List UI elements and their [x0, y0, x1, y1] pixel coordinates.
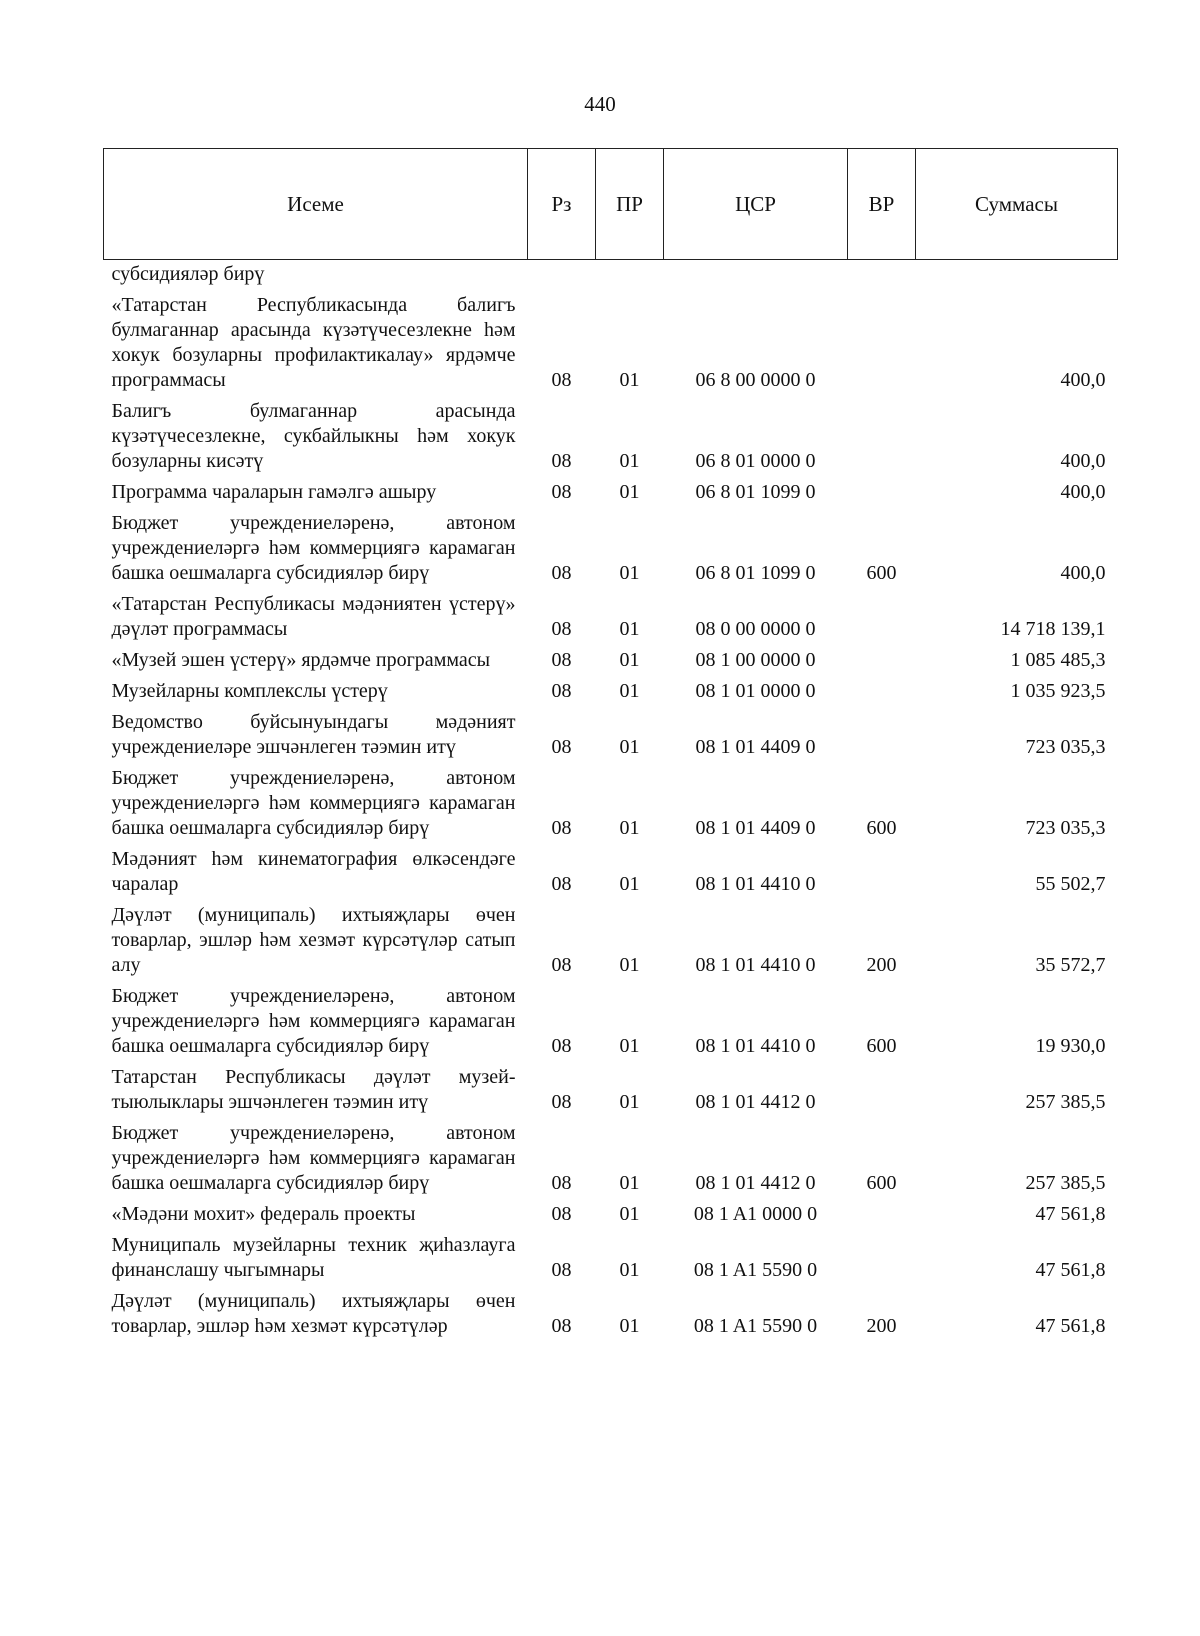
budget-table — [103, 148, 1118, 1345]
table-row — [104, 293, 1118, 399]
row-vr: 600 — [866, 1035, 897, 1057]
row-sum: 400,0 — [1060, 562, 1106, 584]
table-row — [104, 399, 1118, 480]
header-csr: ЦСР — [664, 149, 848, 260]
row-name — [104, 648, 528, 679]
row-name — [104, 480, 528, 511]
row-pr: 01 — [619, 481, 640, 503]
row-pr: 01 — [619, 618, 640, 640]
row-sum: 400,0 — [1060, 369, 1106, 391]
row-name — [104, 903, 528, 984]
table-row — [104, 592, 1118, 648]
row-vr: 200 — [866, 954, 897, 976]
row-csr: 08 1 01 4410 0 — [695, 873, 816, 895]
row-name-text: Ведомство буйсынуындагы мәдәният учреждениеләре эшчәнлеген тәэмин итү — [111, 711, 516, 758]
header-pr: ПР — [596, 149, 664, 260]
row-rz: 08 — [551, 450, 572, 472]
row-name — [104, 710, 528, 766]
row-sum: 14 718 139,1 — [1000, 618, 1106, 640]
table-row — [104, 766, 1118, 847]
table-row — [104, 1065, 1118, 1121]
header-vr: ВР — [848, 149, 916, 260]
row-csr: 08 1 01 4409 0 — [695, 817, 816, 839]
row-name — [104, 847, 528, 903]
table-row — [104, 1121, 1118, 1202]
row-vr — [848, 260, 916, 294]
row-sum: 19 930,0 — [1035, 1035, 1106, 1057]
row-name-text: Балигъ булмаганнар арасында күзәтүчесезлекне, сукбайлыкны һәм хокук бозуларны кисәтү — [111, 400, 516, 472]
row-rz: 08 — [551, 954, 572, 976]
row-name — [104, 592, 528, 648]
row-rz: 08 — [551, 817, 572, 839]
row-pr: 01 — [619, 450, 640, 472]
row-rz — [528, 260, 596, 294]
row-name — [104, 260, 528, 294]
row-rz: 08 — [551, 562, 572, 584]
row-sum: 47 561,8 — [1035, 1259, 1106, 1281]
row-sum: 400,0 — [1060, 481, 1106, 503]
row-name-text: Дәүләт (муниципаль) ихтыяҗлары өчен товарлар, эшләр һәм хезмәт күрсәтүләр — [111, 1290, 516, 1337]
row-name-text: Музейларны комплекслы үстерү — [111, 680, 388, 702]
row-name — [104, 766, 528, 847]
table-row — [104, 1202, 1118, 1233]
row-pr: 01 — [619, 1091, 640, 1113]
row-vr — [848, 648, 916, 679]
row-sum: 1 085 485,3 — [1010, 649, 1106, 671]
header-name: Исеме — [104, 149, 528, 260]
row-vr — [848, 399, 916, 480]
row-name — [104, 1065, 528, 1121]
row-name-text: «Музей эшен үстерү» ярдәмче программасы — [111, 649, 491, 671]
row-sum: 55 502,7 — [1035, 873, 1106, 895]
row-csr: 08 1 A1 5590 0 — [693, 1259, 818, 1281]
row-rz: 08 — [551, 1315, 572, 1337]
row-pr: 01 — [619, 562, 640, 584]
row-rz: 08 — [551, 369, 572, 391]
table-row — [104, 679, 1118, 710]
table-body — [104, 260, 1118, 1346]
table-header — [104, 149, 1118, 260]
row-rz: 08 — [551, 1203, 572, 1225]
row-csr: 08 1 01 4409 0 — [695, 736, 816, 758]
row-sum: 1 035 923,5 — [1010, 680, 1106, 702]
row-vr: 600 — [866, 817, 897, 839]
header-rz: Рз — [528, 149, 596, 260]
row-sum: 47 561,8 — [1035, 1315, 1106, 1337]
row-vr: 200 — [866, 1315, 897, 1337]
row-pr: 01 — [619, 1203, 640, 1225]
row-pr: 01 — [619, 873, 640, 895]
row-csr: 08 1 01 4410 0 — [695, 1035, 816, 1057]
row-name-text: Мәдәният һәм кинематография өлкәсендәге чаралар — [111, 848, 516, 895]
row-rz: 08 — [551, 1035, 572, 1057]
row-sum: 257 385,5 — [1025, 1172, 1106, 1194]
row-csr: 08 1 01 4412 0 — [695, 1091, 816, 1113]
row-rz: 08 — [551, 481, 572, 503]
row-csr — [664, 260, 848, 294]
row-rz: 08 — [551, 873, 572, 895]
row-name — [104, 679, 528, 710]
row-pr — [596, 260, 664, 294]
row-pr: 01 — [619, 954, 640, 976]
row-csr: 06 8 00 0000 0 — [695, 369, 816, 391]
row-name — [104, 511, 528, 592]
row-pr: 01 — [619, 680, 640, 702]
row-csr: 08 1 01 4412 0 — [695, 1172, 816, 1194]
row-pr: 01 — [619, 736, 640, 758]
row-name-text: «Татарстан Республикасында балигъ булмаганнар арасында күзәтүчесезлекне һәм хокук бозуларны профилактикалау» ярдәмче программасы — [111, 294, 516, 391]
row-sum: 257 385,5 — [1025, 1091, 1106, 1113]
header-sum: Суммасы — [916, 149, 1118, 260]
row-sum: 723 035,3 — [1025, 736, 1106, 758]
row-pr: 01 — [619, 1259, 640, 1281]
row-sum: 723 035,3 — [1025, 817, 1106, 839]
row-rz: 08 — [551, 1091, 572, 1113]
row-vr: 600 — [866, 562, 897, 584]
row-csr: 08 1 01 0000 0 — [695, 680, 816, 702]
row-rz: 08 — [551, 618, 572, 640]
row-name-text: Бюджет учреждениеләренә, автоном учреждениеләргә һәм коммерциягә карамаган башка оешмаларга субсидияләр бирү — [111, 512, 516, 584]
row-name — [104, 1121, 528, 1202]
row-sum: 400,0 — [1060, 450, 1106, 472]
row-csr: 06 8 01 1099 0 — [695, 481, 816, 503]
table-row — [104, 260, 1118, 294]
row-rz: 08 — [551, 736, 572, 758]
row-pr: 01 — [619, 1035, 640, 1057]
row-csr: 06 8 01 1099 0 — [695, 562, 816, 584]
row-name-text: субсидияләр бирү — [111, 263, 265, 285]
row-sum — [916, 260, 1118, 294]
row-csr: 08 1 01 4410 0 — [695, 954, 816, 976]
row-csr: 08 0 00 0000 0 — [695, 618, 816, 640]
row-name — [104, 1202, 528, 1233]
row-vr — [848, 1233, 916, 1289]
row-name — [104, 984, 528, 1065]
table-row — [104, 710, 1118, 766]
row-sum: 47 561,8 — [1035, 1203, 1106, 1225]
table-row — [104, 511, 1118, 592]
row-vr — [848, 592, 916, 648]
table-row — [104, 648, 1118, 679]
row-pr: 01 — [619, 817, 640, 839]
table-row — [104, 847, 1118, 903]
row-rz: 08 — [551, 680, 572, 702]
row-name-text: Дәүләт (муниципаль) ихтыяҗлары өчен товарлар, эшләр һәм хезмәт күрсәтүләр сатып алу — [111, 904, 516, 976]
row-name — [104, 1289, 528, 1345]
row-pr: 01 — [619, 649, 640, 671]
row-rz: 08 — [551, 1259, 572, 1281]
row-vr — [848, 679, 916, 710]
row-name-text: «Татарстан Республикасы мәдәниятен үстерү» дәүләт программасы — [111, 593, 516, 640]
row-vr — [848, 480, 916, 511]
row-name-text: Бюджет учреждениеләренә, автоном учреждениеләргә һәм коммерциягә карамаган башка оешмаларга субсидияләр бирү — [111, 1122, 516, 1194]
table-row — [104, 903, 1118, 984]
row-pr: 01 — [619, 369, 640, 391]
row-name-text: Программа чараларын гамәлгә ашыру — [111, 481, 437, 503]
row-name-text: Муниципаль музейларны техник җиһазлауга финанслашу чыгымнары — [111, 1234, 516, 1281]
row-sum: 35 572,7 — [1035, 954, 1106, 976]
row-name-text: Татарстан Республикасы дәүләт музей-тыюлыклары эшчәнлеген тәэмин итү — [111, 1066, 516, 1113]
row-csr: 08 1 A1 0000 0 — [693, 1203, 818, 1225]
row-name — [104, 1233, 528, 1289]
row-vr — [848, 1065, 916, 1121]
row-vr — [848, 847, 916, 903]
row-name-text: «Мәдәни мохит» федераль проекты — [111, 1203, 416, 1225]
row-csr: 08 1 00 0000 0 — [695, 649, 816, 671]
page-number: 440 — [584, 92, 616, 116]
table-row — [104, 1233, 1118, 1289]
row-vr: 600 — [866, 1172, 897, 1194]
row-name — [104, 293, 528, 399]
row-pr: 01 — [619, 1172, 640, 1194]
table-row — [104, 1289, 1118, 1345]
row-vr — [848, 1202, 916, 1233]
row-name-text: Бюджет учреждениеләренә, автоном учреждениеләргә һәм коммерциягә карамаган башка оешмаларга субсидияләр бирү — [111, 985, 516, 1057]
row-rz: 08 — [551, 649, 572, 671]
row-name — [104, 399, 528, 480]
row-name-text: Бюджет учреждениеләренә, автоном учреждениеләргә һәм коммерциягә карамаган башка оешмаларга субсидияләр бирү — [111, 767, 516, 839]
row-pr: 01 — [619, 1315, 640, 1337]
row-rz: 08 — [551, 1172, 572, 1194]
table-row — [104, 984, 1118, 1065]
row-csr: 06 8 01 0000 0 — [695, 450, 816, 472]
table-row — [104, 480, 1118, 511]
row-csr: 08 1 A1 5590 0 — [693, 1315, 818, 1337]
row-vr — [848, 710, 916, 766]
row-vr — [848, 293, 916, 399]
